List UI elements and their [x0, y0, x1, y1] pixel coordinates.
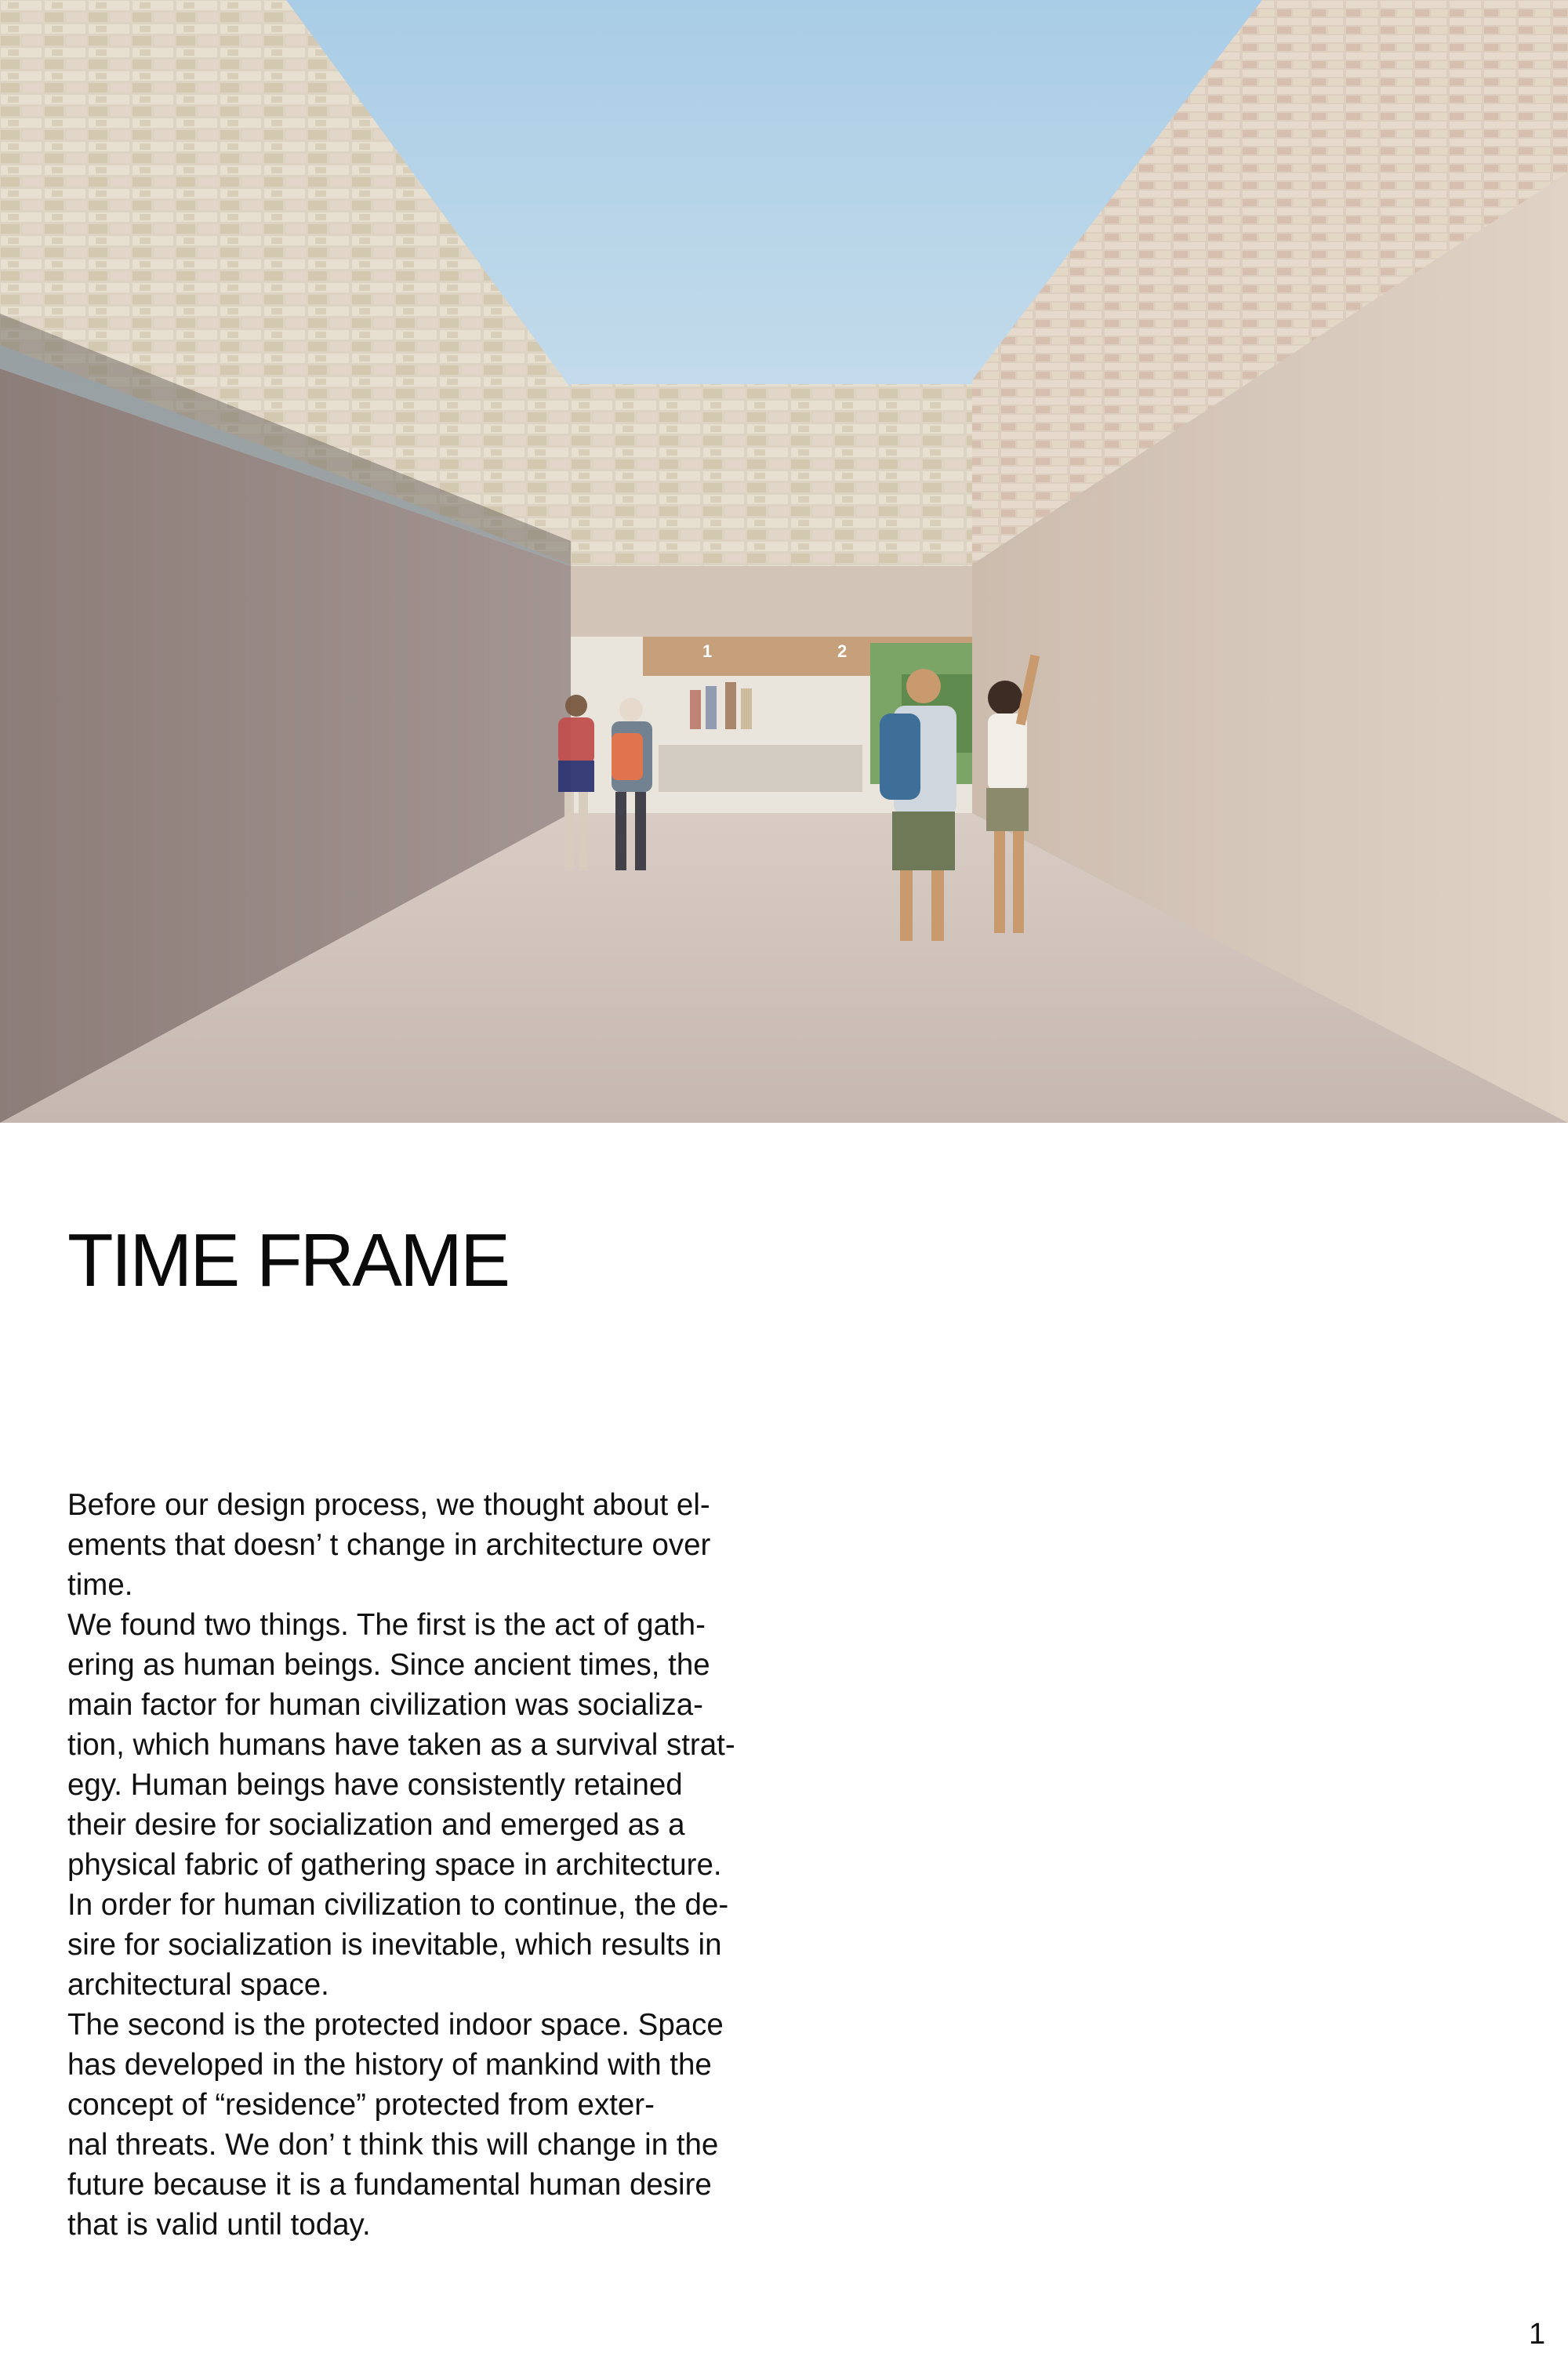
body-line: future because it is a fundamental human desire	[67, 2168, 712, 2202]
body-line: concept of “residence” protected from exter-	[67, 2088, 655, 2122]
body-line: tion, which humans have taken as a survival strat-	[67, 1728, 735, 1762]
body-line: The second is the protected indoor space. Space	[67, 2008, 724, 2042]
page-title: TIME FRAME	[67, 1218, 508, 1302]
svg-text:2: 2	[837, 641, 848, 661]
page-number: 1	[1529, 2318, 1546, 2351]
svg-text:1: 1	[702, 641, 713, 661]
body-line: that is valid until today.	[67, 2208, 371, 2242]
body-line: ering as human beings. Since ancient times, the	[67, 1648, 710, 1682]
body-line: ements that doesn’ t change in architecture over	[67, 1528, 711, 1562]
body-line: has developed in the history of mankind with the	[67, 2048, 712, 2082]
body-line: main factor for human civilization was socializa-	[67, 1688, 703, 1722]
body-line: Before our design process, we thought about el-	[67, 1488, 710, 1522]
body-line: architectural space.	[67, 1968, 329, 2002]
corridor-rendering-image	[0, 0, 1568, 1123]
body-line: their desire for socialization and emerged as a	[67, 1808, 685, 1842]
body-line: nal threats. We don’ t think this will change in the	[67, 2128, 719, 2162]
opening-shadow	[659, 745, 862, 792]
far-lintel	[571, 566, 972, 637]
body-line: sire for socialization is inevitable, which results in	[67, 1928, 722, 1962]
body-paragraph	[67, 1485, 773, 2245]
sign-1	[702, 641, 712, 661]
body-line: In order for human civilization to continue, the de-	[67, 1888, 729, 1922]
sign-2	[837, 641, 847, 661]
body-line: time.	[67, 1568, 133, 1602]
far-brick-wall	[571, 384, 972, 566]
body-line: We found two things. The first is the act of gath-	[67, 1608, 706, 1642]
body-line: physical fabric of gathering space in architecture.	[67, 1848, 722, 1882]
body-line: egy. Human beings have consistently retained	[67, 1768, 683, 1802]
